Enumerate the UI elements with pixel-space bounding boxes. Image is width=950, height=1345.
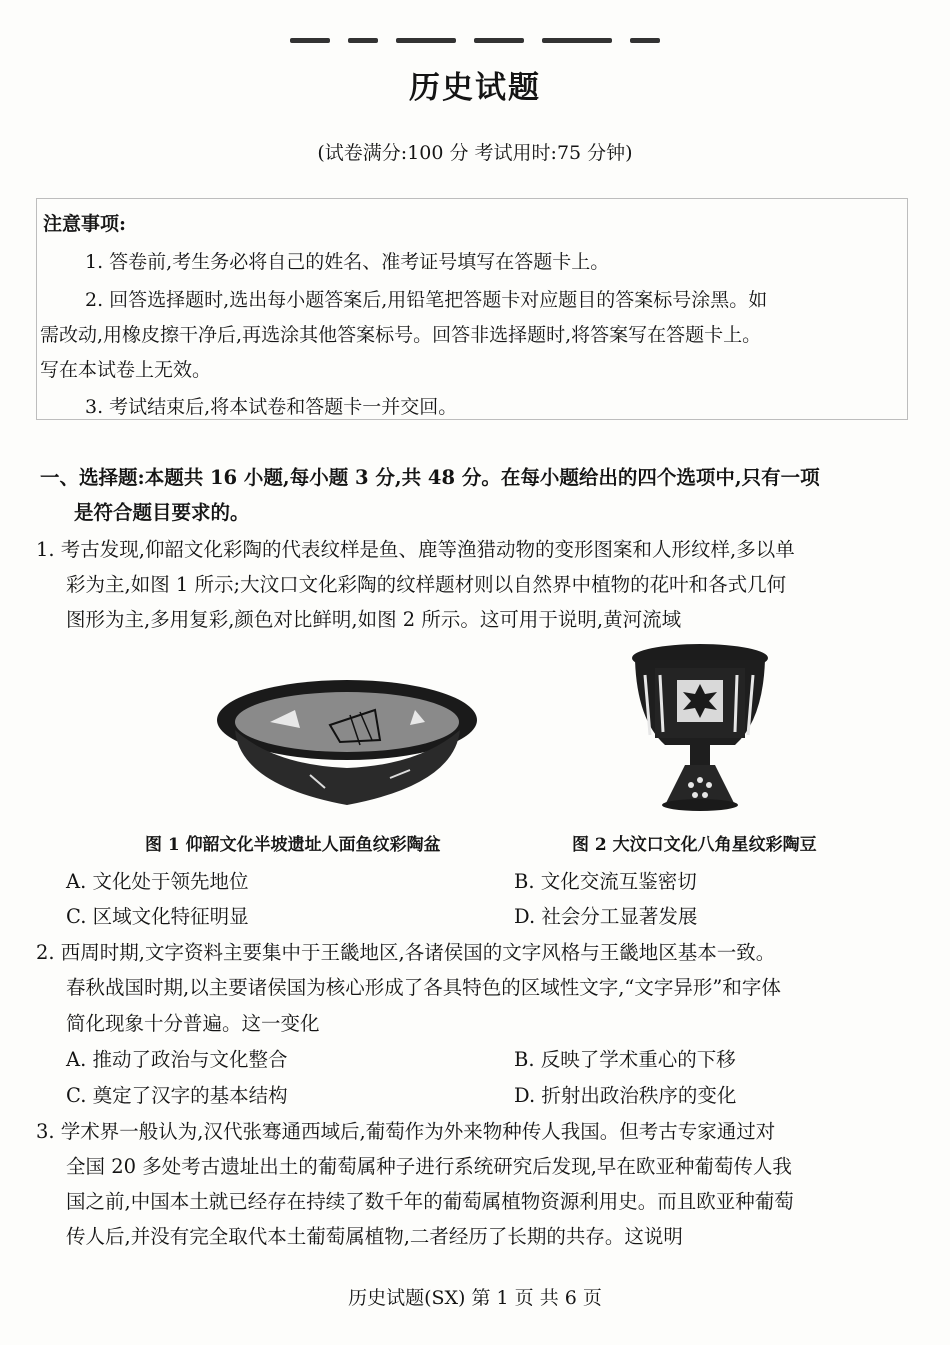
question-3-line: 国之前,中国本土就已经存在持续了数千年的葡萄属植物资源利用史。而且欧亚种葡萄 [66, 1190, 794, 1213]
figure-2-caption: 图 2 大汶口文化八角星纹彩陶豆 [572, 835, 817, 855]
question-1-option-d: D. 社会分工显著发展 [514, 905, 698, 928]
section-heading-cont: 是符合题目要求的。 [74, 501, 250, 524]
question-1-option-a: A. 文化处于领先地位 [66, 870, 249, 893]
notice-line: 需改动,用橡皮擦干净后,再选涂其他答案标号。回答非选择题时,将答案写在答题卡上。 [40, 324, 762, 346]
question-3-line: 3. 学术界一般认为,汉代张骞通西域后,葡萄作为外来物种传人我国。但考古专家通过对 [36, 1120, 776, 1143]
section-heading: 一、选择题:本题共 16 小题,每小题 3 分,共 48 分。在每小题给出的四个选项中,只有一项 [40, 466, 820, 489]
basin-figure [210, 670, 485, 820]
question-1-line: 1. 考古发现,仰韶文化彩陶的代表纹样是鱼、鹿等渔猎动物的变形图案和人形纹样,多以单 [36, 538, 795, 561]
goblet-figure [625, 640, 775, 815]
question-2-line: 2. 西周时期,文字资料主要集中于王畿地区,各诸侯国的文字风格与王畿地区基本一致。 [36, 941, 776, 964]
question-2-option-b: B. 反映了学术重心的下移 [514, 1048, 736, 1071]
question-2-option-a: A. 推动了政治与文化整合 [66, 1048, 288, 1071]
notice-line: 2. 回答选择题时,选出每小题答案后,用铅笔把答题卡对应题目的答案标号涂黑。如 [85, 289, 768, 311]
notice-line: 3. 考试结束后,将本试卷和答题卡一并交回。 [85, 396, 458, 418]
question-1-option-c: C. 区域文化特征明显 [66, 905, 249, 928]
question-1-option-b: B. 文化交流互鉴密切 [514, 870, 697, 893]
question-1-line: 图形为主,多用复彩,颜色对比鲜明,如图 2 所示。这可用于说明,黄河流域 [66, 608, 682, 631]
notice-line: 1. 答卷前,考生务必将自己的姓名、准考证号填写在答题卡上。 [85, 251, 610, 273]
notice-line: 写在本试卷上无效。 [40, 359, 212, 381]
question-2-line: 春秋战国时期,以主要诸侯国为核心形成了各具特色的区域性文字,“文字异形”和字体 [66, 976, 781, 999]
question-2-line: 简化现象十分普遍。这一变化 [66, 1012, 320, 1035]
figure-1-caption: 图 1 仰韶文化半坡遗址人面鱼纹彩陶盆 [145, 835, 441, 855]
exam-info: (试卷满分:100 分 考试用时:75 分钟) [317, 142, 633, 164]
cropped-header-text [290, 38, 670, 48]
page-footer: 历史试题(SX) 第 1 页 共 6 页 [348, 1287, 602, 1309]
question-2-option-d: D. 折射出政治秩序的变化 [514, 1084, 737, 1107]
question-3-line: 全国 20 多处考古遗址出土的葡萄属种子进行系统研究后发现,早在欧亚种葡萄传人我 [66, 1155, 792, 1178]
question-2-option-c: C. 奠定了汉字的基本结构 [66, 1084, 288, 1107]
question-3-line: 传人后,并没有完全取代本土葡萄属植物,二者经历了长期的共存。这说明 [66, 1225, 683, 1248]
notice-heading: 注意事项: [43, 213, 127, 235]
question-1-line: 彩为主,如图 1 所示;大汶口文化彩陶的纹样题材则以自然界中植物的花叶和各式几何 [66, 573, 787, 596]
page-title: 历史试题 [409, 70, 541, 106]
